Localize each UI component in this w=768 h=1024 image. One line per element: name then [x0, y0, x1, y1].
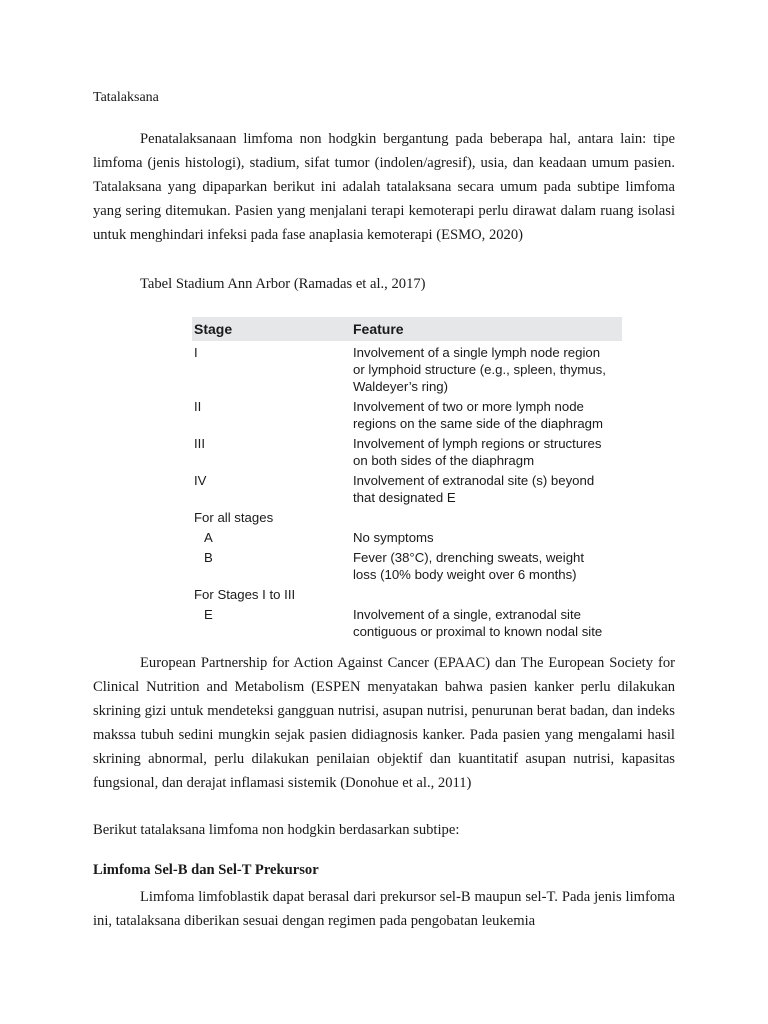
- table-row: [192, 398, 622, 432]
- section-heading: Tatalaksana: [93, 90, 159, 105]
- group-label: For Stages I to III: [194, 587, 296, 602]
- feature-cell: Involvement of a single, extranodal site contiguous or proximal to known nodal site: [353, 607, 603, 639]
- feature-cell: Involvement of two or more lymph node regions on the same side of the diaphragm: [353, 399, 603, 431]
- header-feature: Feature: [353, 321, 404, 337]
- paragraph-management: Penatalaksanaan limfoma non hodgkin bergantung pada beberapa hal, antara lain: tipe limfoma (jenis histologi), stadium, sifat tumor (indolen/agresif), usia, dan keadaan umum pasien. Tatalaksana yang dipaparkan berikut ini adalah tatalaksana secara umum pada subtipe limfoma yang sering ditemukan. Pasien yang menjalani terapi kemoterapi perlu dirawat dalam ruang isolasi untuk menghindari infeksi pada fase anaplasia kemoterapi (ESMO, 2020): [93, 131, 675, 243]
- stage-cell: IV: [194, 473, 207, 488]
- table-row: [192, 472, 622, 506]
- table-row: [192, 549, 622, 583]
- table-row: [192, 344, 622, 395]
- header-stage: Stage: [194, 321, 233, 337]
- group-label: For all stages: [194, 510, 274, 525]
- stage-cell: E: [204, 607, 213, 622]
- table-row: [192, 529, 622, 546]
- table-group-row: [192, 586, 622, 603]
- stage-cell: B: [204, 550, 213, 565]
- subtype-intro: Berikut tatalaksana limfoma non hodgkin berdasarkan subtipe:: [93, 822, 460, 838]
- feature-cell: Involvement of extranodal site (s) beyond that designated E: [353, 473, 595, 505]
- table-caption: Tabel Stadium Ann Arbor (Ramadas et al., 2017): [140, 276, 426, 292]
- table-group-row: [192, 509, 622, 526]
- paragraph-nutrition-screening: European Partnership for Action Against Cancer (EPAAC) dan The European Society for Clinical Nutrition and Metabolism (ESPEN menyatakan bahwa pasien kanker perlu dilakukan skrining gizi untuk mendeteksi gangguan nutrisi, asupan nutrisi, penurunan berat badan, dan indeks makssa tubuh sedini mungkin sejak pasien didiagnosis kanker. Pada pasien yang mengalami hasil skrining abnormal, perlu dilakukan penilaian objektif dan kuantitatif asupan nutrisi, kapasitas fungsional, dan derajat inflamasi sistemik (Donohue et al., 2011): [93, 655, 675, 791]
- table-row: [192, 435, 622, 469]
- stage-cell: III: [194, 436, 205, 451]
- ann-arbor-table: [192, 317, 622, 640]
- table-row: [192, 606, 622, 640]
- feature-cell: No symptoms: [353, 530, 434, 545]
- paragraph-lymphoblastic: Limfoma limfoblastik dapat berasal dari prekursor sel-B maupun sel-T. Pada jenis limfoma ini, tatalaksana diberikan sesuai dengan regimen pada pengobatan leukemia: [93, 889, 675, 929]
- feature-cell: Fever (38°C), drenching sweats, weight loss (10% body weight over 6 months): [353, 550, 585, 582]
- table-header-row: [192, 317, 622, 341]
- subsection-heading: Limfoma Sel-B dan Sel-T Prekursor: [93, 862, 319, 878]
- feature-cell: Involvement of a single lymph node region or lymphoid structure (e.g., spleen, thymus, Waldeyer’s ring): [353, 345, 606, 394]
- stage-cell: II: [194, 399, 202, 414]
- stage-cell: I: [194, 345, 198, 360]
- stage-cell: A: [204, 530, 213, 545]
- feature-cell: Involvement of lymph regions or structures on both sides of the diaphragm: [353, 436, 602, 468]
